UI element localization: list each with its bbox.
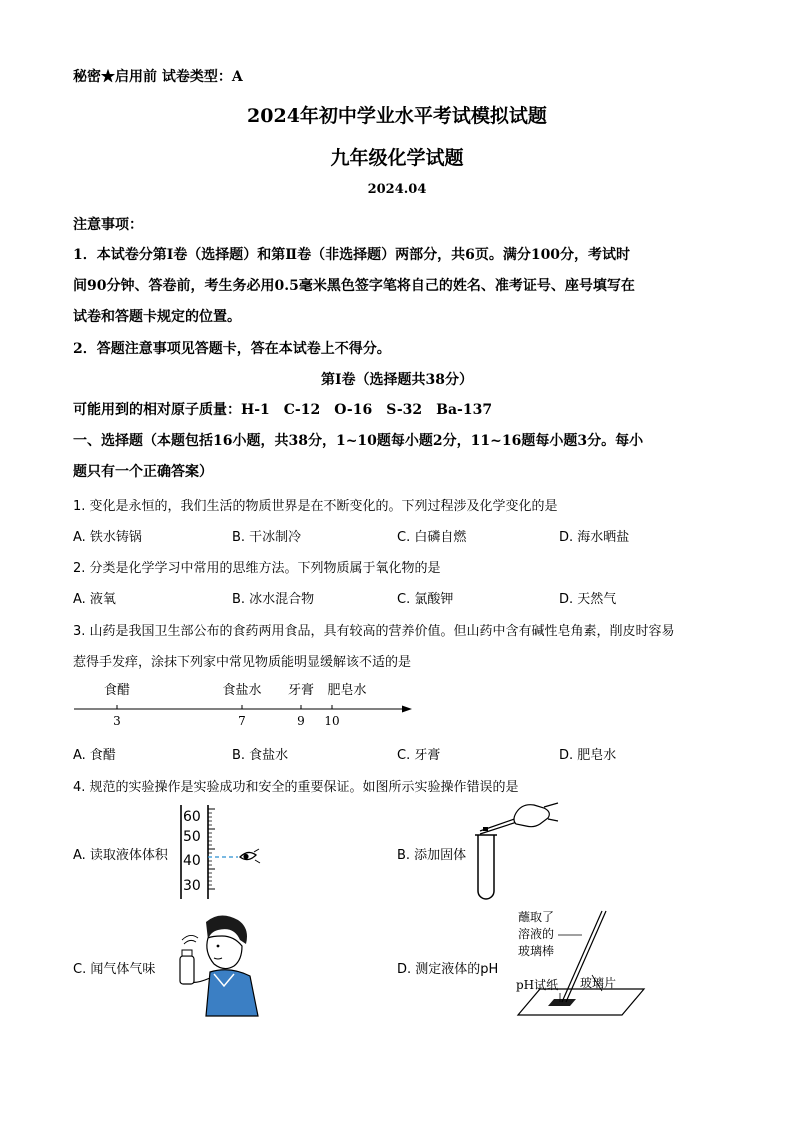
question-3-option-b: B. 食盐水 bbox=[232, 748, 289, 763]
question-1-option-d: D. 海水晒盐 bbox=[559, 530, 630, 545]
part-heading: 一、选择题（本题包括16小题，共38分，1~10题每小题2分，11~16题每小题3分。每小 bbox=[73, 433, 644, 449]
question-2-option-c: C. 氯酸钾 bbox=[397, 592, 454, 607]
rod-label-line2: 溶液的 bbox=[518, 927, 555, 941]
ph-scale-arrow bbox=[402, 706, 412, 713]
section-title: 第Ⅰ卷（选择题共38分） bbox=[320, 372, 474, 388]
ph-label-toothpaste: 牙膏 bbox=[287, 683, 315, 698]
question-2-option-a: A. 液氧 bbox=[73, 592, 116, 607]
question-2-option-d: D. 天然气 bbox=[559, 592, 617, 607]
question-1-stem: 1. 变化是永恒的，我们生活的物质世界是在不断变化的。下列过程涉及化学变化的是 bbox=[73, 499, 558, 514]
question-3-option-d: D. 肥皂水 bbox=[559, 748, 617, 763]
rod-label-line3: 玻璃棒 bbox=[518, 944, 555, 958]
question-1-option-b: B. 干冰制冷 bbox=[232, 530, 302, 545]
cylinder-tick-50: 50 bbox=[183, 829, 201, 845]
gas-bottle bbox=[180, 956, 194, 984]
question-3-option-a: A. 食醋 bbox=[73, 748, 116, 763]
exam-subtitle: 九年级化学试题 bbox=[330, 147, 464, 169]
exam-title: 2024年初中学业水平考试模拟试题 bbox=[247, 105, 547, 127]
question-4-option-a: A. 读取液体体积 bbox=[73, 848, 168, 863]
question-1-option-c: C. 白磷自燃 bbox=[397, 530, 467, 545]
ph-value-3: 3 bbox=[113, 714, 121, 728]
cylinder-tick-60: 60 bbox=[183, 809, 201, 825]
cylinder-tick-30: 30 bbox=[183, 878, 201, 894]
question-1-option-a: A. 铁水铸锅 bbox=[73, 530, 142, 545]
question-4-option-d: D. 测定液体的pH bbox=[397, 962, 499, 977]
ph-test-figure bbox=[510, 907, 660, 1022]
question-2-option-b: B. 冰水混合物 bbox=[232, 592, 315, 607]
person-illustration bbox=[180, 915, 258, 1016]
smelling-gas-figure bbox=[170, 912, 265, 1017]
question-4-option-b: B. 添加固体 bbox=[397, 848, 467, 863]
confidential-label: 秘密★启用前 试卷类型：A bbox=[73, 69, 243, 85]
cylinder-tick-40: 40 bbox=[183, 853, 201, 869]
notes-item-1: 1．本试卷分第Ⅰ卷（选择题）和第Ⅱ卷（非选择题）两部分，共6页。满分100分，考试时 bbox=[73, 247, 631, 263]
test-tube-tweezers-figure bbox=[470, 799, 560, 901]
ph-value-7: 7 bbox=[238, 714, 246, 728]
ph-scale-figure bbox=[70, 680, 420, 730]
hand-icon bbox=[514, 803, 558, 827]
part-heading-cont: 题只有一个正确答案） bbox=[73, 464, 213, 480]
ph-label-saltwater: 食盐水 bbox=[222, 683, 262, 698]
notes-heading: 注意事项： bbox=[73, 217, 143, 233]
glass-slide bbox=[518, 989, 644, 1015]
glass-slide-label: 玻璃片 bbox=[580, 976, 617, 990]
question-2-stem: 2. 分类是化学学习中常用的思维方法。下列物质属于氧化物的是 bbox=[73, 561, 441, 576]
graduated-cylinder-figure bbox=[176, 803, 266, 901]
ph-label-soapwater: 肥皂水 bbox=[327, 683, 367, 698]
question-3-stem: 3. 山药是我国卫生部公布的食药两用食品，具有较高的营养价值。但山药中含有碱性皂角素，削皮时容易 bbox=[73, 624, 675, 639]
atomic-masses: 可能用到的相对原子质量：H-1 C-12 O-16 S-32 Ba-137 bbox=[73, 402, 493, 418]
question-4-option-c: C. 闻气体气味 bbox=[73, 962, 156, 977]
test-tube bbox=[478, 835, 494, 899]
ph-value-10: 10 bbox=[324, 714, 340, 728]
question-4-stem: 4. 规范的实验操作是实验成功和安全的重要保证。如图所示实验操作错误的是 bbox=[73, 780, 519, 795]
notes-item-1-cont: 间90分钟、答卷前，考生务必用0.5毫米黑色签字笔将自己的姓名、准考证号、座号填写在 bbox=[73, 278, 635, 294]
ph-label-vinegar: 食醋 bbox=[103, 683, 131, 698]
ph-value-9: 9 bbox=[297, 714, 305, 728]
rod-label-line1: 蘸取了 bbox=[518, 910, 555, 924]
eye-icon bbox=[240, 849, 260, 863]
notes-item-1-cont2: 试卷和答题卡规定的位置。 bbox=[73, 309, 241, 325]
notes-item-2: 2．答题注意事项见答题卡，答在本试卷上不得分。 bbox=[73, 341, 391, 357]
question-3-stem-cont: 惹得手发痒，涂抹下列家中常见物质能明显缓解该不适的是 bbox=[73, 655, 412, 670]
ph-paper-label: pH试纸 bbox=[516, 978, 559, 992]
exam-date: 2024.04 bbox=[367, 182, 427, 197]
question-3-option-c: C. 牙膏 bbox=[397, 748, 441, 763]
